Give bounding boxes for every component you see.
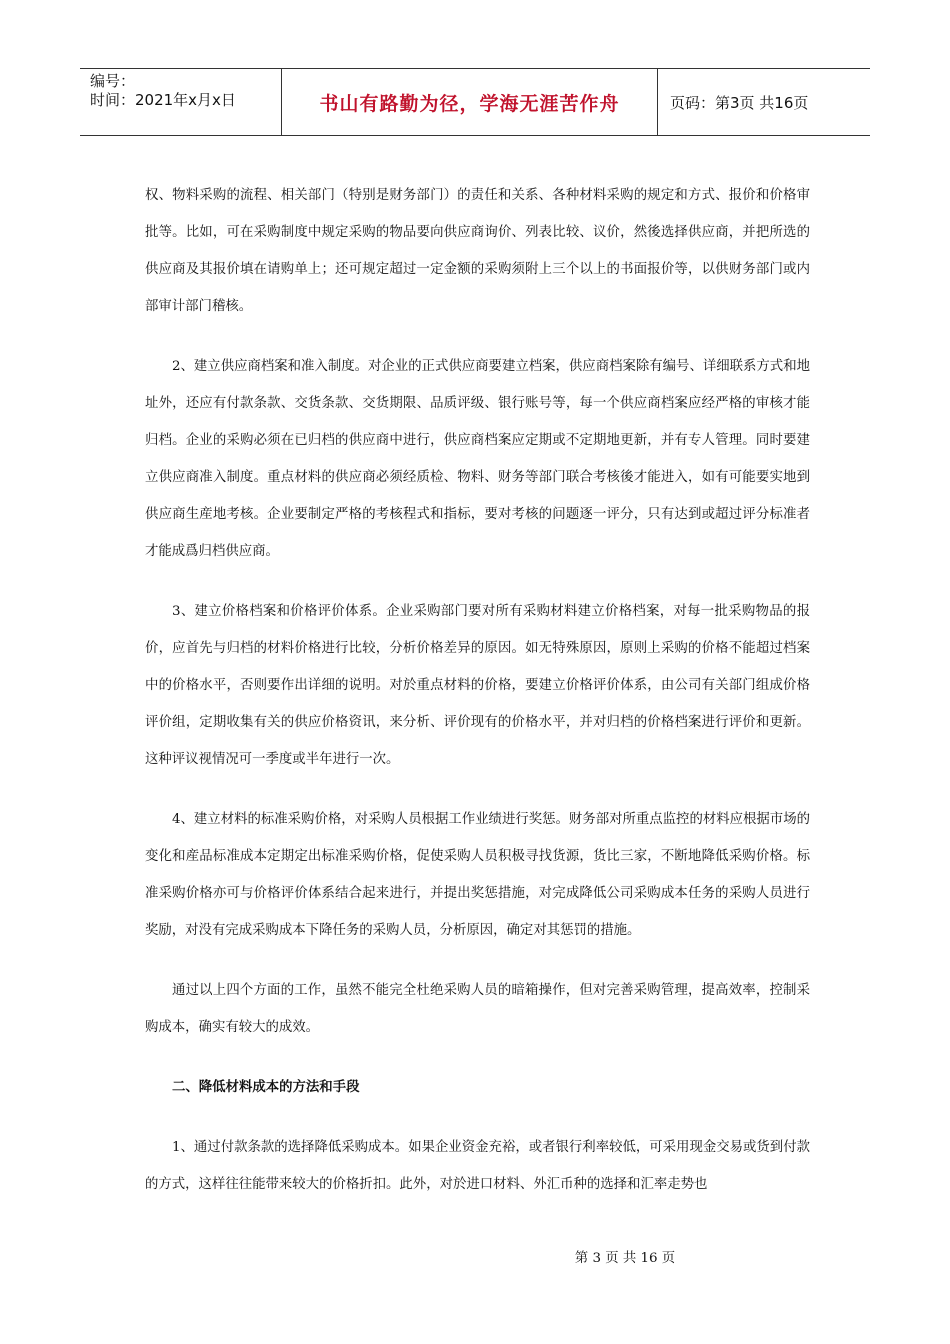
page-footer: 第 3 页 共 16 页	[574, 1251, 676, 1266]
document-number-label: 编号：	[90, 72, 136, 90]
paragraph: 1、通过付款条款的选择降低采购成本。如果企业资金充裕，或者银行利率较低，可采用现金交易或货到付款的方式，这样往往能带来较大的价格折扣。此外，对於进口材料、外汇币种的选择和汇率走势也	[145, 1140, 810, 1192]
paragraph: 3、建立价格档案和价格评价体系。企业采购部门要对所有采购材料建立价格档案，对每一批采购物品的报价，应首先与归档的材料价格进行比较，分析价格差异的原因。如无特殊原因，原则上采购的价格不能超过档案中的价格水平，否则要作出详细的说明。对於重点材料的价格，要建立价格评价体系，由公司有关部门组成价格评价组，定期收集有关的供应价格资讯，来分析、评价现有的价格水平，并对归档的价格档案进行评价和更新。这种评议视情况可一季度或半年进行一次。	[145, 604, 810, 767]
page-header	[80, 68, 870, 136]
paragraph: 权、物料采购的流程、相关部门（特别是财务部门）的责任和关系、各种材料采购的规定和方式、报价和价格审批等。比如，可在采购制度中规定采购的物品要向供应商询价、列表比较、议价，然後选择供应商，并把所选的供应商及其报价填在请购单上；还可规定超过一定金额的采购须附上三个以上的书面报价等，以供财务部门或内部审计部门稽核。	[145, 188, 810, 314]
document-body	[145, 177, 810, 1226]
paragraph: 通过以上四个方面的工作，虽然不能完全杜绝采购人员的暗箱操作，但对完善采购管理，提高效率，控制采购成本，确实有较大的成效。	[145, 983, 810, 1035]
section-heading: 二、降低材料成本的方法和手段	[172, 1080, 360, 1095]
paragraph: 2、建立供应商档案和准入制度。对企业的正式供应商要建立档案，供应商档案除有编号、详细联系方式和地址外，还应有付款条款、交货条款、交货期限、品质评级、银行账号等，每一个供应商档案应经严格的审核才能归档。企业的采购必须在已归档的供应商中进行，供应商档案应定期或不定期地更新，并有专人管理。同时要建立供应商准入制度。重点材料的供应商必须经质检、物料、财务等部门联合考核後才能进入，如有可能要实地到供应商生産地考核。企业要制定严格的考核程式和指标，要对考核的问题逐一评分，只有达到或超过评分标准者才能成爲归档供应商。	[145, 359, 810, 559]
header-meta	[80, 69, 282, 135]
header-page-info: 页码：第3页 共16页	[670, 93, 809, 112]
document-date-label: 时间：2021年x月x日	[90, 91, 236, 109]
paragraph: 4、建立材料的标准采购价格，对采购人员根据工作业绩进行奖惩。财务部对所重点监控的材料应根据市场的变化和産品标准成本定期定出标准采购价格，促使采购人员积极寻找货源，货比三家，不断地降低采购价格。标准采购价格亦可与价格评价体系结合起来进行，并提出奖惩措施，对完成降低公司采购成本任务的采购人员进行奖励，对没有完成采购成本下降任务的采购人员，分析原因，确定对其惩罚的措施。	[145, 812, 810, 938]
header-motto: 书山有路勤为径，学海无涯苦作舟	[282, 69, 658, 135]
